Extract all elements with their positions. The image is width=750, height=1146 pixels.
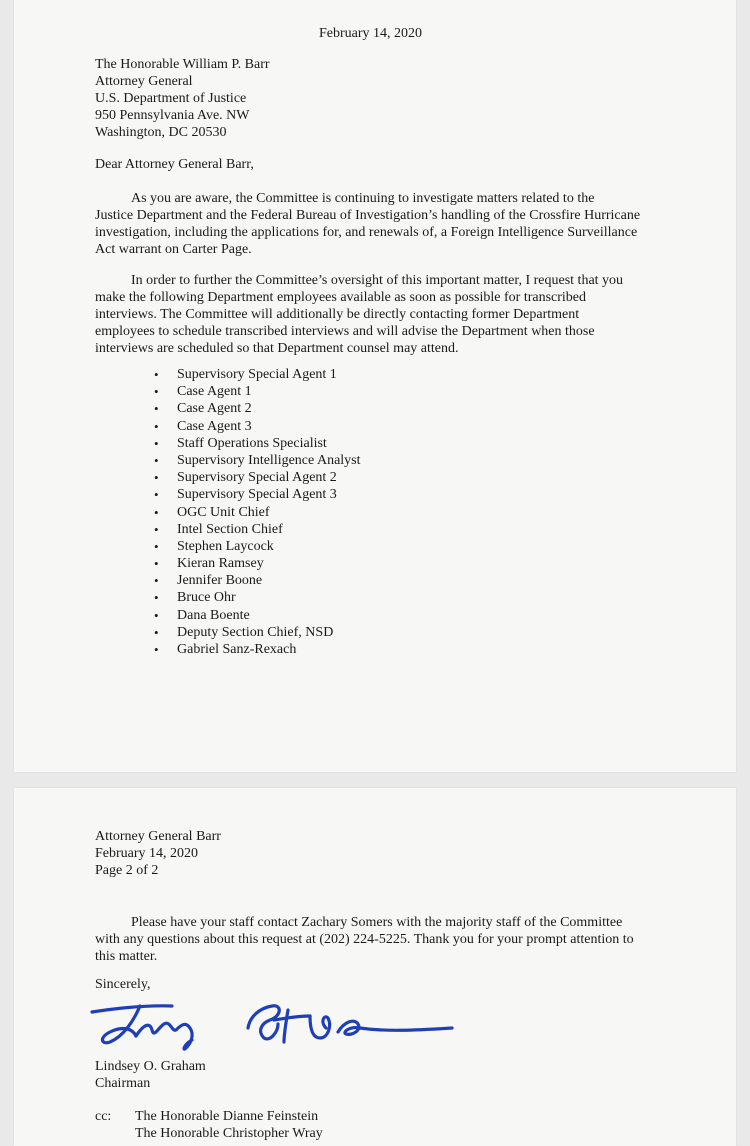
list-item: • Deputy Section Chief, NSD	[154, 624, 361, 641]
paragraph-investigation	[95, 190, 675, 258]
cc-name: The Honorable Christopher Wray	[135, 1126, 323, 1141]
list-item: • Stephen Laycock	[154, 538, 361, 555]
page-header	[95, 828, 221, 879]
recipient-address	[95, 56, 270, 141]
address-line: The Honorable William P. Barr	[95, 57, 270, 72]
header-line: February 14, 2020	[95, 846, 199, 861]
paragraph-line: interviews. The Committee will additionally be directly contacting former Department	[95, 307, 580, 322]
list-item: • Supervisory Special Agent 1	[154, 366, 361, 383]
cc-label: cc:	[95, 1109, 112, 1124]
paragraph-contact	[95, 914, 675, 965]
paragraph-line: investigation, including the applications for, and renewals of, a Foreign Intelligence Surveillance	[95, 225, 638, 240]
cc-list	[135, 1108, 323, 1142]
employee-list	[154, 366, 361, 658]
list-item: • Jennifer Boone	[154, 572, 361, 589]
list-item: • Kieran Ramsey	[154, 555, 361, 572]
paragraph-line: Act warrant on Carter Page.	[95, 242, 252, 257]
letter-page-2	[14, 788, 736, 1146]
list-item: • Case Agent 3	[154, 418, 361, 435]
signature	[88, 988, 458, 1058]
paragraph-line: employees to schedule transcribed interviews and will advise the Department when those	[95, 324, 595, 339]
paragraph-line: interviews are scheduled so that Department counsel may attend.	[95, 341, 459, 356]
address-line: U.S. Department of Justice	[95, 91, 247, 106]
header-line: Attorney General Barr	[95, 829, 221, 844]
list-item: • Supervisory Special Agent 3	[154, 486, 361, 503]
paragraph-line: make the following Department employees available as soon as possible for transcribed	[95, 290, 587, 305]
letter-page-1	[14, 0, 736, 772]
address-line: Attorney General	[95, 74, 193, 89]
list-item: • Bruce Ohr	[154, 589, 361, 606]
cc-name: The Honorable Dianne Feinstein	[135, 1109, 319, 1124]
closing: Sincerely,	[95, 977, 151, 992]
list-item: • Case Agent 2	[154, 400, 361, 417]
page-number: Page 2 of 2	[95, 863, 159, 878]
letter-date: February 14, 2020	[319, 26, 423, 41]
paragraph-line: Please have your staff contact Zachary Somers with the majority staff of the Committee	[131, 915, 623, 930]
paragraph-line: with any questions about this request at (202) 224-5225. Thank you for your prompt attention to	[95, 932, 634, 947]
salutation: Dear Attorney General Barr,	[95, 157, 254, 172]
list-item: • Supervisory Special Agent 2	[154, 469, 361, 486]
paragraph-request	[95, 272, 675, 357]
list-item: • Supervisory Intelligence Analyst	[154, 452, 361, 469]
signer-block	[95, 1058, 206, 1092]
signer-title: Chairman	[95, 1076, 151, 1091]
paragraph-line: In order to further the Committee’s oversight of this important matter, I request that you	[131, 273, 624, 288]
list-item: • Staff Operations Specialist	[154, 435, 361, 452]
list-item: • Case Agent 1	[154, 383, 361, 400]
signer-name: Lindsey O. Graham	[95, 1059, 206, 1074]
list-item: • Intel Section Chief	[154, 521, 361, 538]
paragraph-line: this matter.	[95, 949, 158, 964]
address-line: 950 Pennsylvania Ave. NW	[95, 108, 250, 123]
list-item: • Dana Boente	[154, 607, 361, 624]
paragraph-line: Justice Department and the Federal Bureau of Investigation’s handling of the Crossfire Hurricane	[95, 208, 641, 223]
list-item: • Gabriel Sanz-Rexach	[154, 641, 361, 658]
paragraph-line: As you are aware, the Committee is continuing to investigate matters related to the	[131, 191, 595, 206]
address-line: Washington, DC 20530	[95, 125, 227, 140]
list-item: • OGC Unit Chief	[154, 504, 361, 521]
